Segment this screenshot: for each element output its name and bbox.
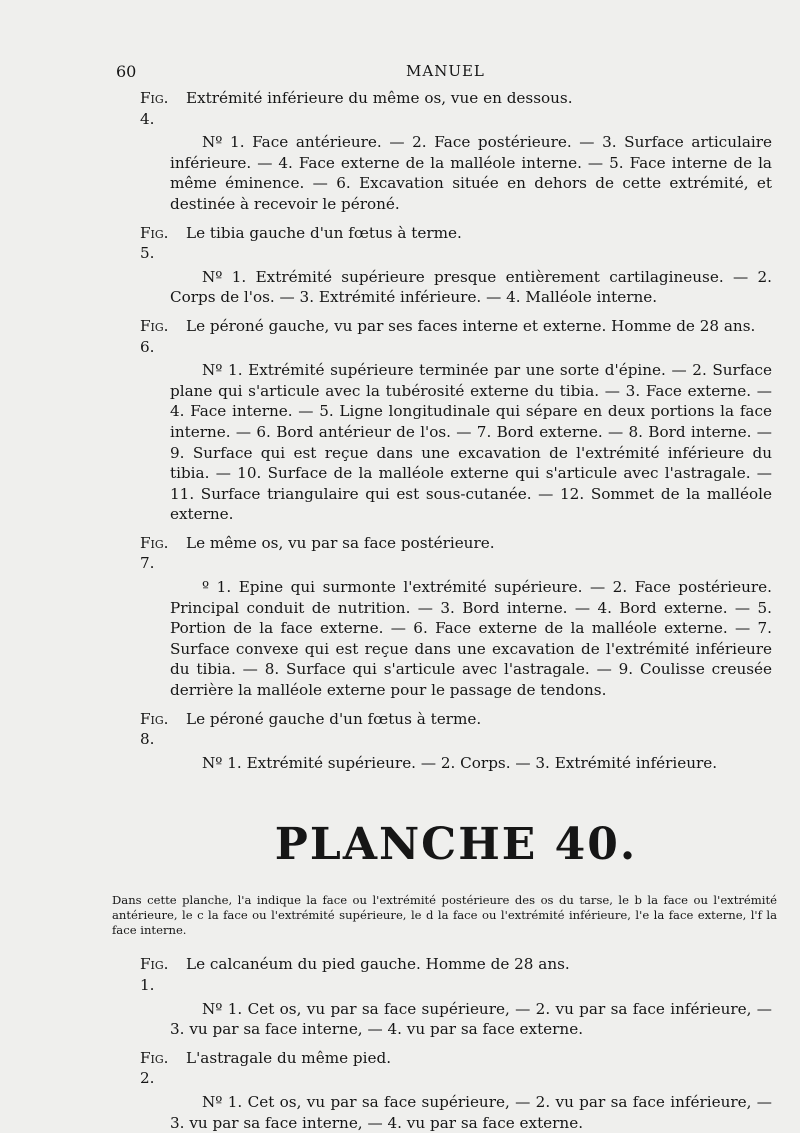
figure-caption: Le péroné gauche d'un fœtus à terme. bbox=[186, 709, 482, 728]
plate-title: PLANCHE 40. bbox=[274, 819, 638, 871]
figure-caption: Le péroné gauche, vu par ses faces interne et externe. Homme de 28 ans. bbox=[186, 316, 756, 335]
plate-intro: Dans cette planche, l'a indique la face ou l'extrémité postérieure des os du tarse, le b la face ou l'extrémité antérieure, le c la face ou l'extrémité supérieure, le d la face ou l'extrémité inférieure, l'e la face externe, l'f la face interne. bbox=[112, 893, 777, 938]
figure-entry bbox=[140, 223, 772, 308]
figure-label: Fig. 5. bbox=[140, 223, 169, 263]
figure-caption: Le calcanéum du pied gauche. Homme de 28 ans. bbox=[186, 955, 570, 974]
figure-description: Nº 1. Extrémité supérieure presque entièrement cartilagineuse. — 2. Corps de l'os. — 3. Extrémité inférieure. — 4. Malléole interne. bbox=[170, 267, 772, 307]
figure-label: Fig. 7. bbox=[140, 533, 169, 573]
figure-entry bbox=[140, 533, 772, 701]
figure-caption: Le tibia gauche d'un fœtus à terme. bbox=[186, 223, 462, 242]
figure-label: Fig. 4. bbox=[140, 89, 169, 128]
figure-description: Nº 1. Face antérieure. — 2. Face postérieure. — 3. Surface articulaire inférieure. — 4. Face externe de la malléole interne. — 5. Face interne de la même éminence. — 6. Excavation située en dehors de cette extrémité, et destinée à recevoir le péroné. bbox=[170, 133, 772, 213]
page-number: 60 bbox=[116, 62, 137, 81]
figure-description: Nº 1. Cet os, vu par sa face supérieure, — 2. vu par sa face inférieure, — 3. vu par sa face interne, — 4. vu par sa face externe. bbox=[170, 1092, 772, 1132]
figure-label: Fig. 1. bbox=[140, 955, 169, 994]
figure-entry bbox=[140, 954, 772, 1039]
figure-entry bbox=[140, 1048, 772, 1133]
figure-description: Nº 1. Cet os, vu par sa face supérieure, — 2. vu par sa face inférieure, — 3. vu par sa face interne, — 4. vu par sa face externe. bbox=[170, 999, 772, 1039]
figure-label: Fig. 6. bbox=[140, 316, 169, 356]
figure-caption: L'astragale du même pied. bbox=[186, 1048, 392, 1067]
figure-entry bbox=[140, 709, 772, 774]
page-content bbox=[112, 88, 777, 1133]
page-header bbox=[116, 62, 756, 86]
running-title: MANUEL bbox=[406, 62, 485, 80]
figure-label: Fig. 8. bbox=[140, 709, 169, 749]
figure-caption: Extrémité inférieure du même os, vue en dessous. bbox=[186, 89, 573, 107]
figure-entry bbox=[140, 88, 772, 215]
figure-label: Fig. 2. bbox=[140, 1048, 169, 1088]
figure-description: Nº 1. Extrémité supérieure. — 2. Corps. — 3. Extrémité inférieure. bbox=[202, 753, 718, 772]
figure-entry bbox=[140, 316, 772, 525]
figure-caption: Le même os, vu par sa face postérieure. bbox=[186, 533, 495, 552]
figure-description: º 1. Epine qui surmonte l'extrémité supérieure. — 2. Face postérieure. Principal conduit de nutrition. — 3. Bord interne. — 4. Bord externe. — 5. Portion de la face externe. — 6. Face externe de la malléole externe. — 7. Surface convexe qui est reçue dans une excavation de l'extrémité inférieure du tibia. — 8. Surface qui s'articule avec l'astragale. — 9. Coulisse creusée derrière la malléole externe pour le passage de tendons. bbox=[170, 578, 772, 700]
figure-description: Nº 1. Extrémité supérieure terminée par une sorte d'épine. — 2. Surface plane qui s'articule avec la tubérosité externe du tibia. — 3. Face externe. — 4. Face interne. — 5. Ligne longitudinale qui sépare en deux portions la face interne. — 6. Bord antérieur de l'os. — 7. Bord externe. — 8. Bord interne. — 9. Surface qui est reçue dans une excavation de l'extrémité inférieure du tibia. — 10. Surface de la malléole externe qui s'articule avec l'astragale. — 11. Surface triangulaire qui est sous-cutanée. — 12. Sommet de la malléole externe. bbox=[170, 361, 772, 524]
